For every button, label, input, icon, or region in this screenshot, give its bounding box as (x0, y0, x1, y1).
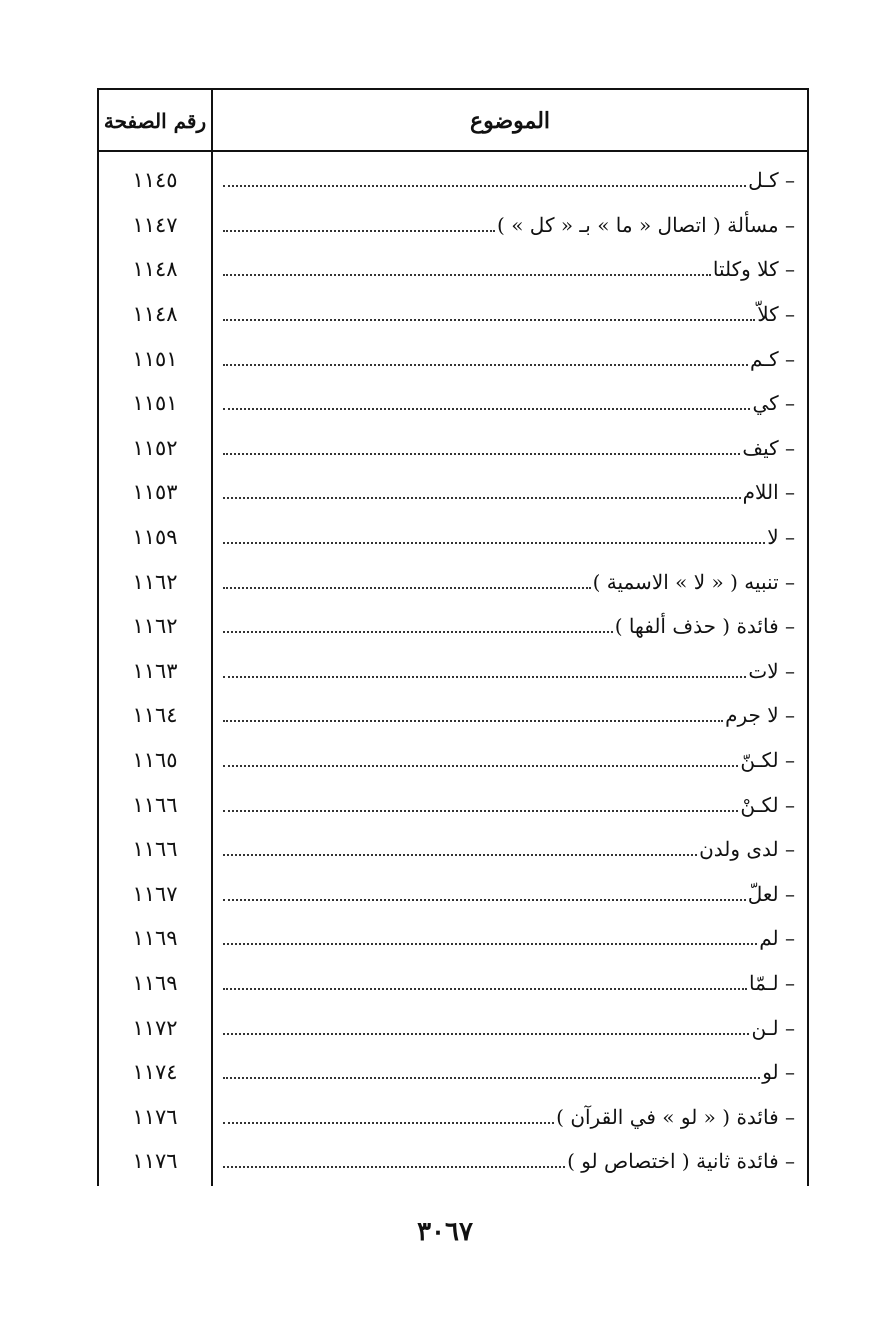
page-number-cell: ١١٦٦ (132, 792, 178, 817)
table-row (99, 336, 807, 381)
topic-text: – تنبيه ( « لا » الاسمية ) (592, 569, 795, 594)
topic-text: – كـم (749, 346, 795, 371)
table-row (99, 693, 807, 738)
page-number-cell: ١١٤٨ (132, 302, 178, 327)
topic-text: – فائدة ثانية ( اختصاص لو ) (567, 1149, 795, 1174)
topic-text: – لات (748, 658, 795, 683)
table-row (99, 381, 807, 426)
page-number-cell: ١١٦٢ (132, 569, 178, 594)
leader-dots (223, 542, 765, 544)
page-number-cell: ١١٦٧ (132, 881, 178, 906)
page-number-cell: ١١٥٩ (132, 525, 178, 550)
topic-cell (223, 916, 795, 961)
page-number-cell: ١١٥٣ (132, 480, 178, 505)
leader-dots (223, 676, 746, 678)
table-row (99, 1094, 807, 1139)
topic-text: – كلاّ (757, 302, 795, 327)
leader-dots (223, 810, 738, 812)
leader-dots (223, 1077, 760, 1079)
leader-dots (223, 899, 746, 901)
topic-cell (223, 738, 795, 783)
leader-dots (223, 988, 747, 990)
topic-text: – لـن (751, 1015, 795, 1040)
page-number-cell: ١١٥١ (132, 346, 178, 371)
table-row (99, 515, 807, 560)
topic-cell (223, 559, 795, 604)
table-row (99, 649, 807, 694)
table-row (99, 1005, 807, 1050)
leader-dots (223, 364, 748, 366)
topic-text: – لدى ولدن (699, 837, 795, 862)
leader-dots (223, 274, 711, 276)
page-number-cell: ١١٧٦ (132, 1149, 178, 1174)
topic-cell (223, 1050, 795, 1095)
topic-text: – لكـنْ (740, 792, 795, 817)
topic-cell (223, 604, 795, 649)
table-row (99, 470, 807, 515)
topic-cell (223, 292, 795, 337)
leader-dots (223, 185, 746, 187)
topic-text: – كي (752, 391, 795, 416)
topic-cell (223, 872, 795, 917)
topic-text: – مسألة ( اتصال « ما » بـ « كل » ) (497, 212, 795, 237)
leader-dots (223, 497, 741, 499)
topic-cell (223, 693, 795, 738)
topic-text: – لـمّا (749, 970, 795, 995)
table-row (99, 738, 807, 783)
table-row (99, 1050, 807, 1095)
column-header-page-number: رقم الصفحة (103, 109, 207, 133)
page-number-cell: ١١٦٩ (132, 926, 178, 951)
table-top-border (97, 88, 809, 90)
page-number-cell: ١١٦٥ (132, 748, 178, 773)
table-right-border (807, 88, 809, 1186)
topic-text: – لا جرم (725, 703, 795, 728)
page-number-cell: ١١٧٤ (132, 1060, 178, 1085)
page-number-cell: ١١٦٣ (132, 658, 178, 683)
leader-dots (223, 1033, 749, 1035)
table-row (99, 559, 807, 604)
topic-text: – لو (762, 1060, 795, 1085)
topic-cell (223, 158, 795, 203)
table-row (99, 1139, 807, 1184)
table-row (99, 916, 807, 961)
topic-cell (223, 1139, 795, 1184)
topic-text: – لكـنّ (740, 748, 795, 773)
topic-cell (223, 203, 795, 248)
leader-dots (223, 587, 591, 589)
page-number-cell: ١١٦٢ (132, 614, 178, 639)
leader-dots (223, 319, 755, 321)
topic-cell (223, 470, 795, 515)
table-row (99, 782, 807, 827)
table-header-border (97, 150, 809, 152)
page-number-cell: ١١٦٤ (132, 703, 178, 728)
page-number-cell: ١١٦٩ (132, 970, 178, 995)
topic-text: – كيف (742, 435, 795, 460)
leader-dots (223, 765, 738, 767)
table-row (99, 604, 807, 649)
leader-dots (223, 854, 697, 856)
topic-cell (223, 649, 795, 694)
page-number-cell: ١١٦٦ (132, 837, 178, 862)
leader-dots (223, 408, 750, 410)
table-row (99, 426, 807, 471)
table-row (99, 961, 807, 1006)
topic-cell (223, 426, 795, 471)
table-row (99, 203, 807, 248)
leader-dots (223, 230, 495, 232)
topic-text: – فائدة ( « لو » في القرآن ) (556, 1104, 795, 1129)
leader-dots (223, 943, 757, 945)
table-row (99, 247, 807, 292)
page-number-cell: ١١٤٧ (132, 212, 178, 237)
index-rows (99, 158, 807, 1184)
topic-cell (223, 961, 795, 1006)
topic-cell (223, 782, 795, 827)
topic-cell (223, 336, 795, 381)
topic-text: – كلا وكلتا (712, 257, 795, 282)
topic-text: – فائدة ( حذف ألفها ) (614, 614, 795, 639)
page-number-cell: ١١٧٢ (132, 1015, 178, 1040)
leader-dots (223, 453, 740, 455)
table-row (99, 827, 807, 872)
page-number-cell: ١١٥٢ (132, 435, 178, 460)
column-header-topic: الموضوع (469, 108, 551, 134)
page-number-footer: ٣٠٦٧ (417, 1217, 473, 1247)
page-number-cell: ١١٥١ (132, 391, 178, 416)
topic-cell (223, 381, 795, 426)
topic-cell (223, 515, 795, 560)
table-row (99, 872, 807, 917)
topic-text: – كـل (748, 168, 795, 193)
leader-dots (223, 631, 613, 633)
table-row (99, 292, 807, 337)
leader-dots (223, 1166, 565, 1168)
topic-text: – لم (759, 926, 795, 951)
topic-cell (223, 827, 795, 872)
page-number-cell: ١١٧٦ (132, 1104, 178, 1129)
topic-text: – اللام (742, 480, 795, 505)
leader-dots (223, 1122, 554, 1124)
topic-cell (223, 1094, 795, 1139)
topic-text: – لا (767, 525, 795, 550)
topic-cell (223, 1005, 795, 1050)
topic-text: – لعلّ (747, 881, 795, 906)
topic-cell (223, 247, 795, 292)
page-number-cell: ١١٤٨ (132, 257, 178, 282)
leader-dots (223, 720, 723, 722)
page-number-cell: ١١٤٥ (132, 168, 178, 193)
table-row (99, 158, 807, 203)
